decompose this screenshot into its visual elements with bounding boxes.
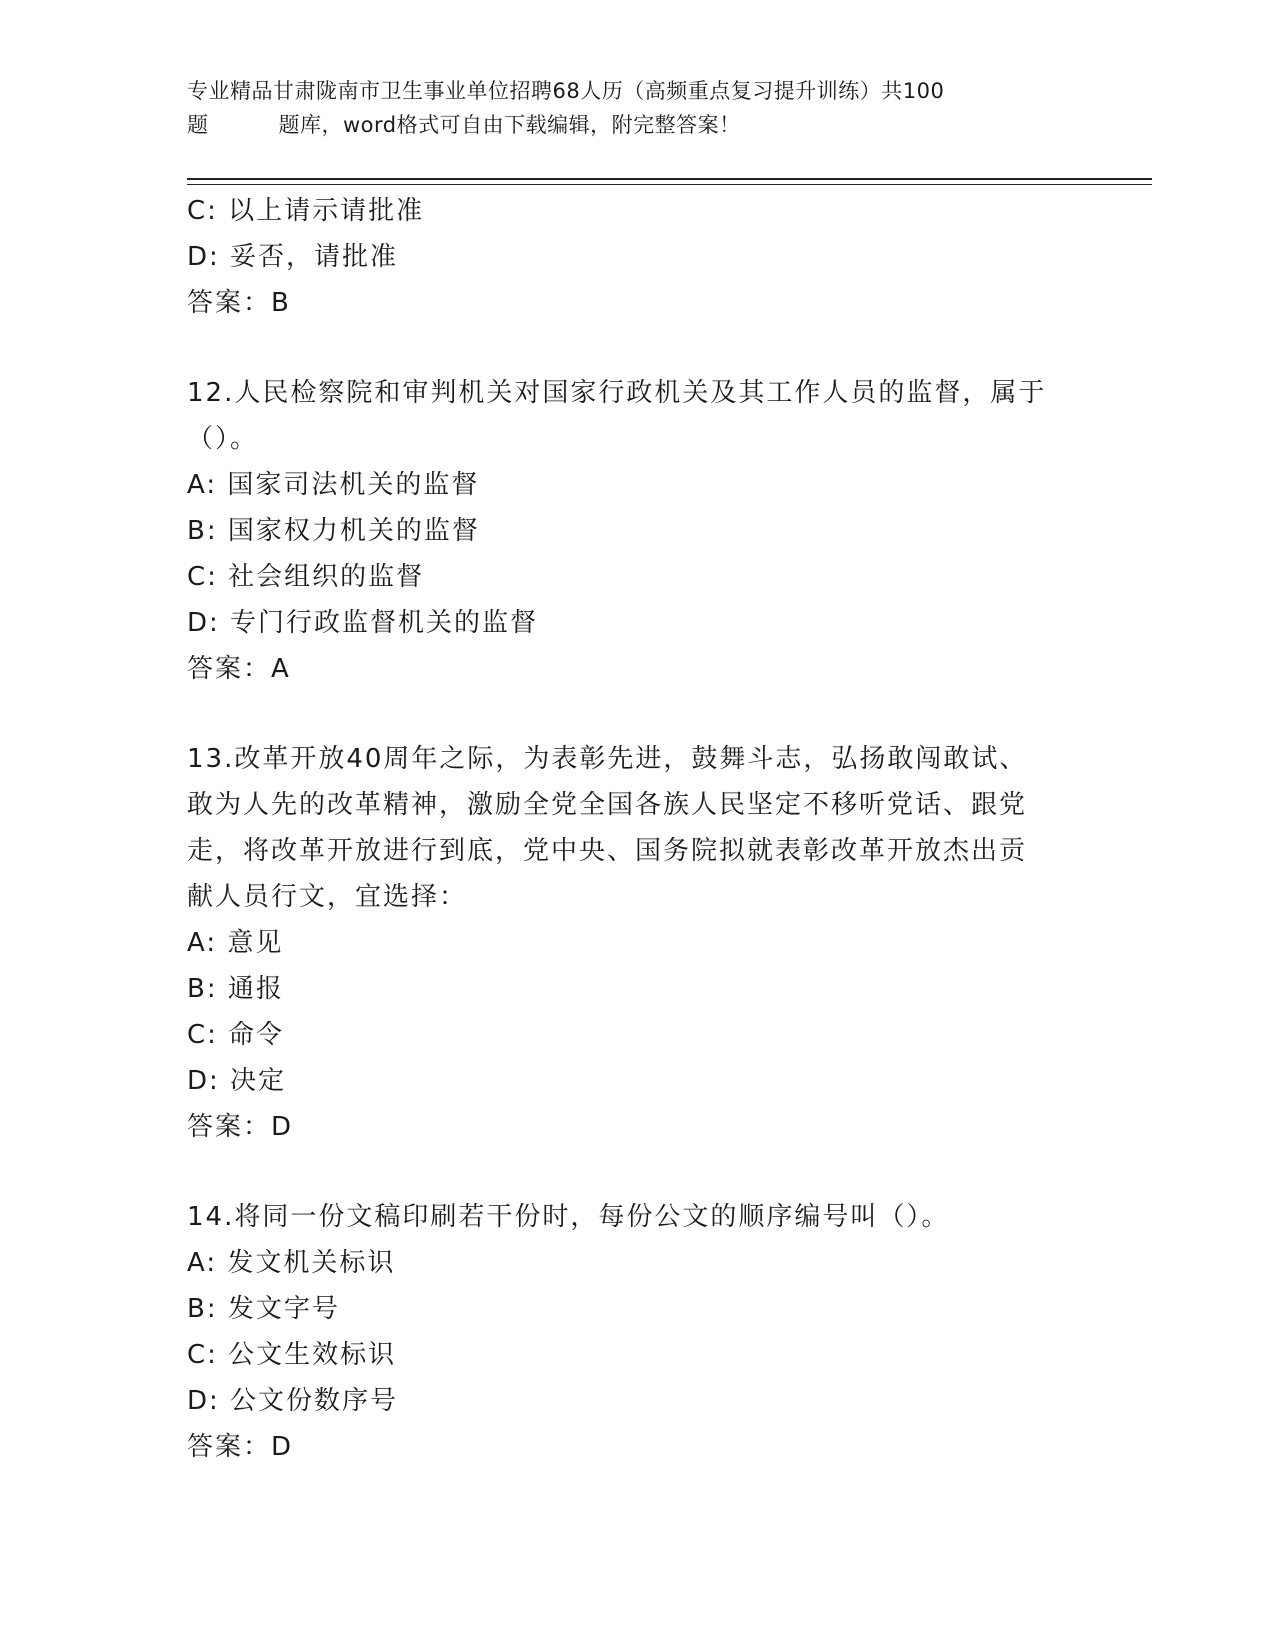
- option-d: D: 妥否，请批准: [187, 242, 399, 272]
- option-d: D: 公文份数序号: [187, 1386, 399, 1416]
- header-line-2-left: 题: [187, 113, 209, 137]
- option-c: C: 公文生效标识: [187, 1340, 397, 1370]
- question-12: [187, 370, 1087, 692]
- question-stem-line: 13.改革开放40周年之际，为表彰先进，鼓舞斗志，弘扬敢闯敢试、: [187, 744, 1028, 774]
- answer-line: 答案：D: [187, 1112, 294, 1142]
- header-line-1: 专业精品甘肃陇南市卫生事业单位招聘68人历（高频重点复习提升训练）共100: [187, 79, 945, 103]
- answer-line: 答案：D: [187, 1432, 294, 1462]
- prev-question-block: [187, 188, 1087, 326]
- option-c: C: 以上请示请批准: [187, 196, 425, 226]
- question-stem-line: 献人员行文，宜选择：: [187, 882, 468, 912]
- question-13: [187, 736, 1087, 1150]
- option-c: C: 社会组织的监督: [187, 562, 425, 592]
- header-line-2-right: 题库，word格式可自由下载编辑，附完整答案！: [278, 113, 741, 137]
- question-stem-line: 14.将同一份文稿印刷若干份时，每份公文的顺序编号叫（）。: [187, 1202, 950, 1232]
- question-stem-line: （）。: [187, 424, 259, 454]
- option-c: C: 命令: [187, 1020, 285, 1050]
- option-a: A: 意见: [187, 928, 284, 958]
- header-divider-thick: [187, 178, 1152, 180]
- option-d: D: 专门行政监督机关的监督: [187, 608, 539, 638]
- answer-line: 答案：A: [187, 654, 291, 684]
- question-stem-line: 12.人民检察院和审判机关对国家行政机关及其工作人员的监督，属于: [187, 378, 1047, 408]
- question-14: [187, 1194, 1087, 1470]
- header-line-2: [187, 108, 1067, 142]
- option-d: D: 决定: [187, 1066, 287, 1096]
- option-a: A: 国家司法机关的监督: [187, 470, 480, 500]
- question-stem-line: 走，将改革开放进行到底，党中央、国务院拟就表彰改革开放杰出贡: [187, 836, 1028, 866]
- option-b: B: 通报: [187, 974, 284, 1004]
- option-b: B: 发文字号: [187, 1294, 340, 1324]
- option-b: B: 国家权力机关的监督: [187, 516, 480, 546]
- question-content: [187, 188, 1087, 1470]
- header-divider-thin: [187, 184, 1152, 185]
- answer-line: 答案：B: [187, 288, 291, 318]
- question-stem-line: 敢为人先的改革精神，激励全党全国各族人民坚定不移听党话、跟党: [187, 790, 1028, 820]
- document-header: [187, 74, 1067, 142]
- option-a: A: 发文机关标识: [187, 1248, 396, 1278]
